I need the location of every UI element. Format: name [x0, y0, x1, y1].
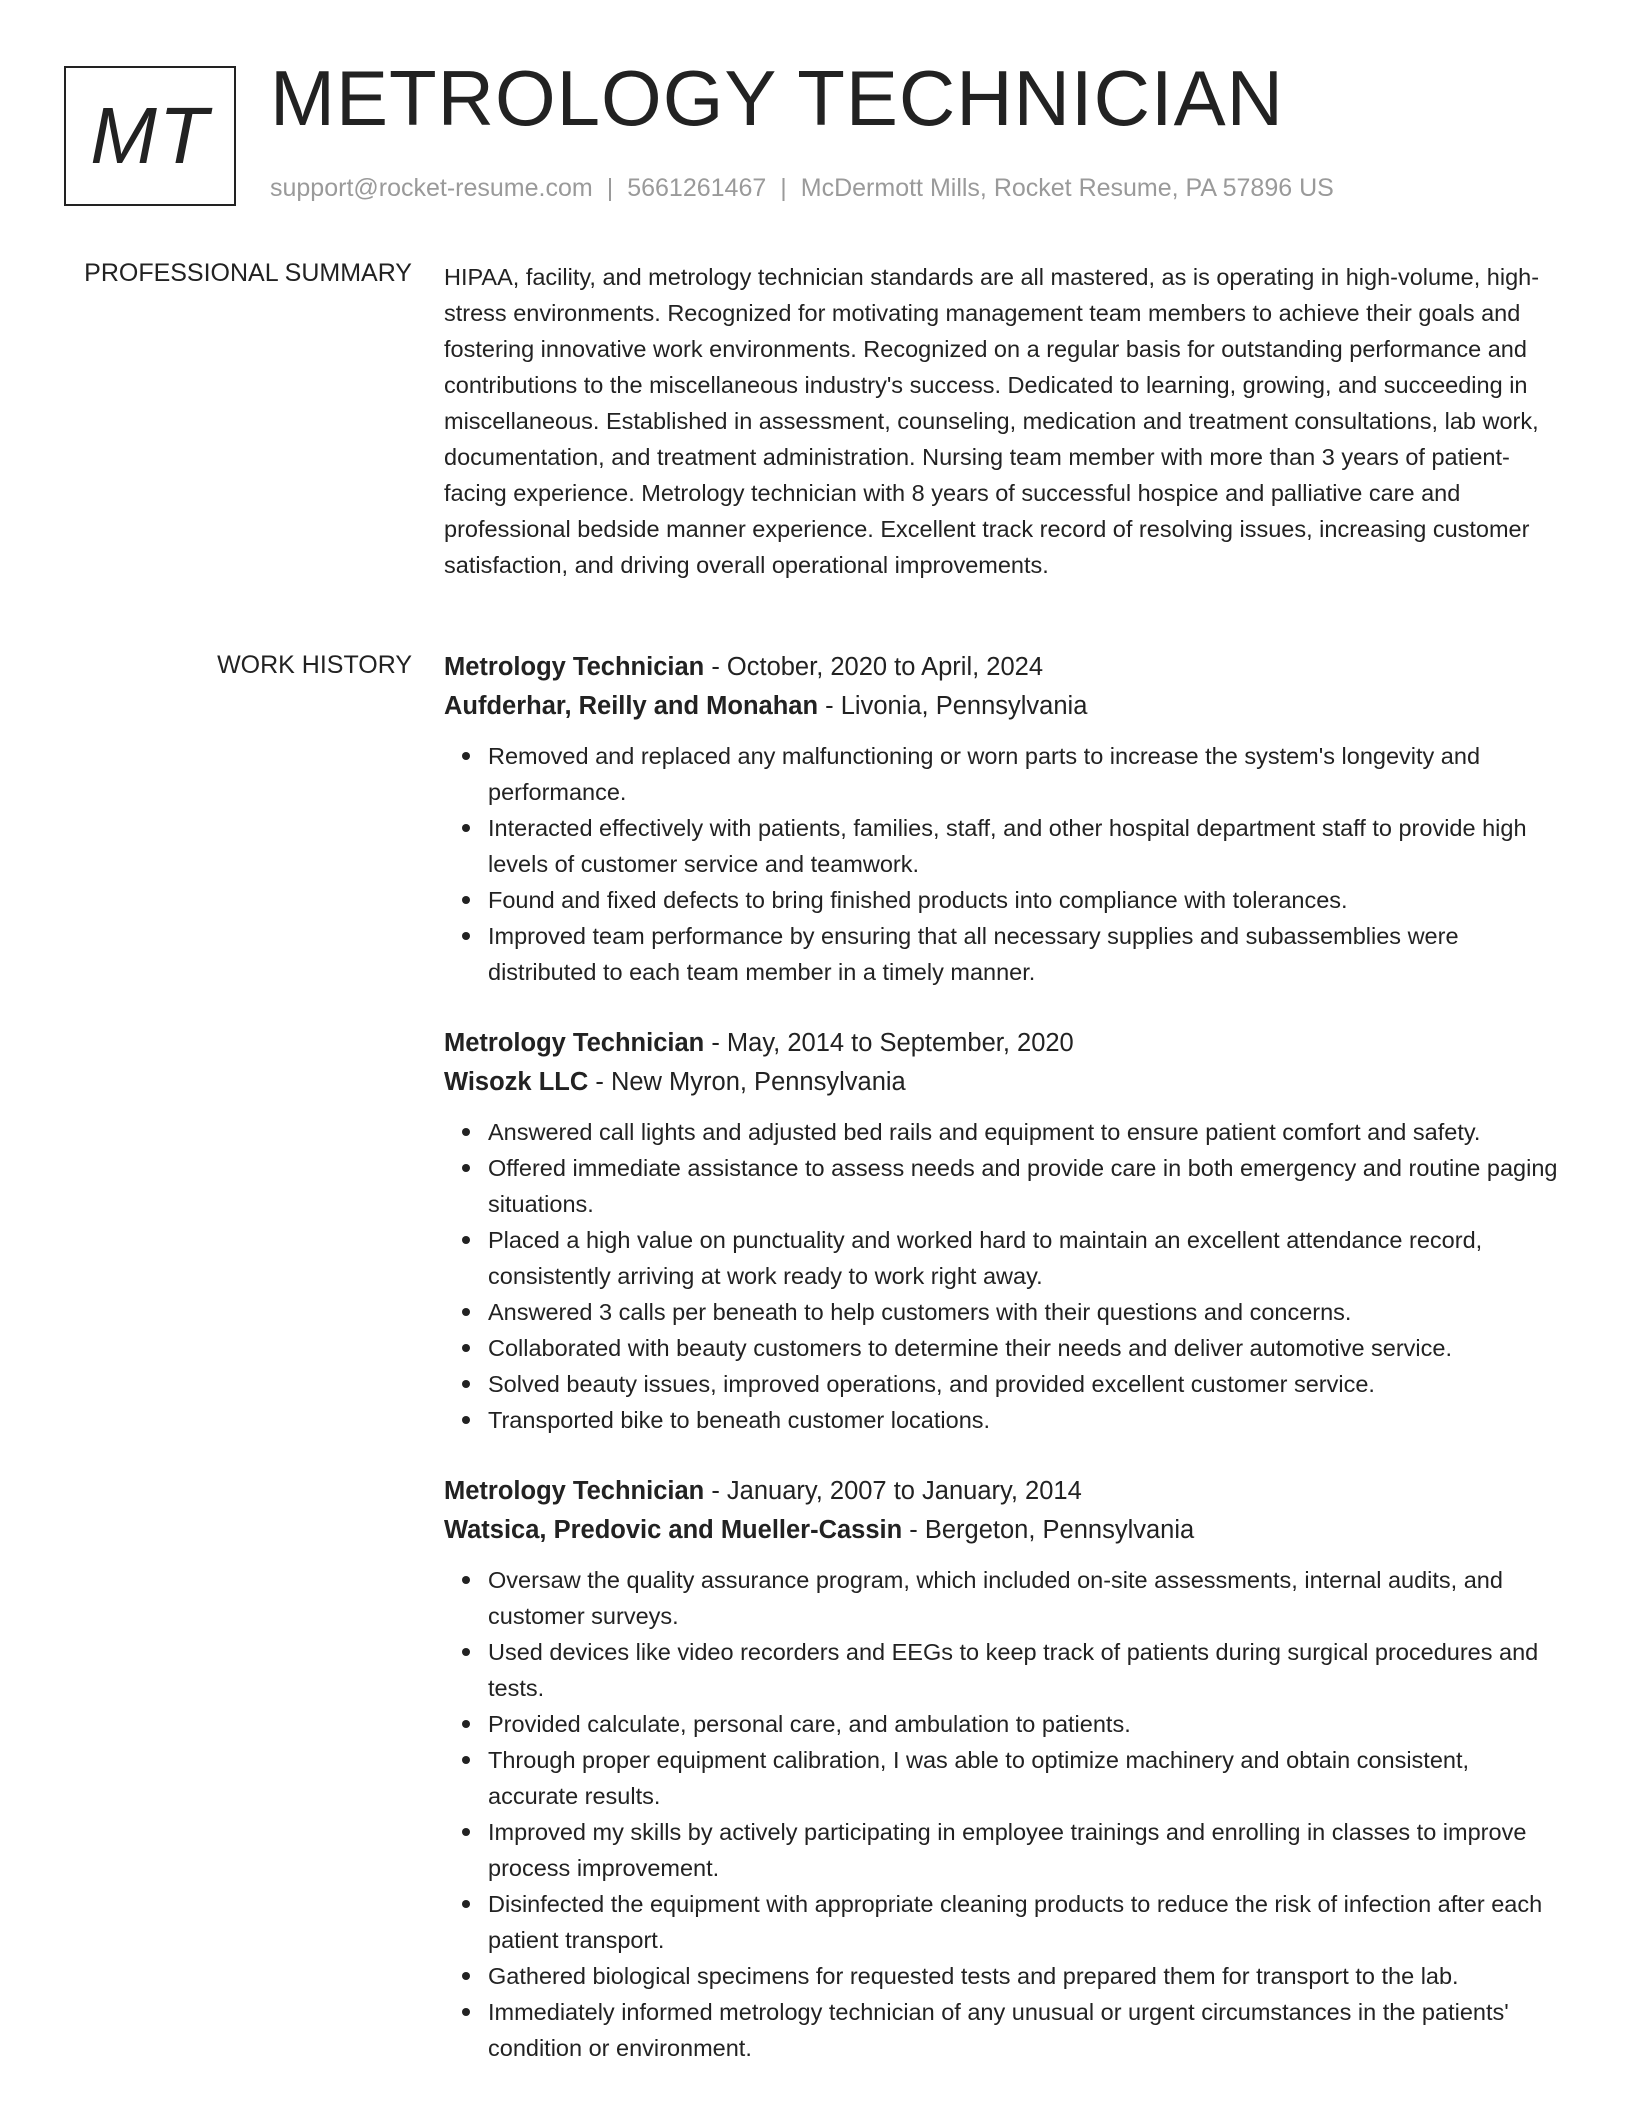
contact-separator: | — [606, 174, 614, 202]
job-location: - Bergeton, Pennsylvania — [902, 1516, 1195, 1544]
contact-line — [270, 174, 1334, 203]
job-bullet: Gathered biological specimens for requested tests and prepared them for transport to the lab. — [488, 1958, 1564, 1994]
section-label-work-history: WORK HISTORY — [217, 651, 412, 679]
contact-address: McDermott Mills, Rocket Resume, PA 57896 US — [800, 174, 1334, 202]
job-bullet: Disinfected the equipment with appropriate cleaning products to reduce the risk of infection after each patient transport. — [488, 1886, 1564, 1958]
job-bullet: Answered 3 calls per beneath to help customers with their questions and concerns. — [488, 1294, 1564, 1330]
job-company-line — [444, 687, 1564, 726]
job-bullets — [444, 738, 1564, 990]
job-entry — [444, 648, 1564, 990]
job-bullet: Oversaw the quality assurance program, which included on-site assessments, internal audits, and customer surveys. — [488, 1562, 1564, 1634]
job-dates: - January, 2007 to January, 2014 — [704, 1477, 1082, 1505]
job-location: - New Myron, Pennsylvania — [588, 1068, 906, 1096]
job-dates: - October, 2020 to April, 2024 — [704, 653, 1044, 681]
job-company-line — [444, 1511, 1564, 1550]
job-bullet: Immediately informed metrology technician of any unusual or urgent circumstances in the patients' condition or environment. — [488, 1994, 1564, 2066]
job-bullet: Used devices like video recorders and EEGs to keep track of patients during surgical procedures and tests. — [488, 1634, 1564, 1706]
job-bullet: Found and fixed defects to bring finished products into compliance with tolerances. — [488, 882, 1564, 918]
job-company-line — [444, 1063, 1564, 1102]
job-bullets — [444, 1114, 1564, 1438]
summary-section — [444, 259, 1564, 583]
page-title: METROLOGY TECHNICIAN — [270, 54, 1284, 142]
job-entry — [444, 1024, 1564, 1438]
job-bullet: Improved team performance by ensuring that all necessary supplies and subassemblies were distributed to each team member in a timely manner. — [488, 918, 1564, 990]
job-company: Watsica, Predovic and Mueller-Cassin — [444, 1516, 903, 1544]
job-location: - Livonia, Pennsylvania — [818, 692, 1088, 720]
job-title: Metrology Technician — [444, 1477, 705, 1505]
job-bullet: Offered immediate assistance to assess needs and provide care in both emergency and routine paging situations. — [488, 1150, 1564, 1222]
job-company: Aufderhar, Reilly and Monahan — [444, 692, 819, 720]
job-dates: - May, 2014 to September, 2020 — [704, 1029, 1074, 1057]
job-bullet: Collaborated with beauty customers to determine their needs and deliver automotive service. — [488, 1330, 1564, 1366]
job-title: Metrology Technician — [444, 653, 705, 681]
contact-phone: 5661261467 — [627, 174, 767, 202]
job-title-line — [444, 648, 1564, 687]
job-bullet: Placed a high value on punctuality and worked hard to maintain an excellent attendance record, consistently arriving at work ready to work right away. — [488, 1222, 1564, 1294]
job-title-line — [444, 1024, 1564, 1063]
job-bullet: Improved my skills by actively participating in employee trainings and enrolling in classes to improve process improvement. — [488, 1814, 1564, 1886]
job-bullet: Provided calculate, personal care, and ambulation to patients. — [488, 1706, 1564, 1742]
job-bullet: Removed and replaced any malfunctioning or worn parts to increase the system's longevity and performance. — [488, 738, 1564, 810]
job-bullet: Transported bike to beneath customer locations. — [488, 1402, 1564, 1438]
job-bullet: Interacted effectively with patients, families, staff, and other hospital department staff to provide high levels of customer service and teamwork. — [488, 810, 1564, 882]
summary-text: HIPAA, facility, and metrology technician standards are all mastered, as is operating in high-volume, high-stress environments. Recognized for motivating management team members to achieve their goals and fostering innovative work environments. Recognized on a regular basis for outstanding performance and contributions to the miscellaneous industry's success. Dedicated to learning, growing, and succeeding in miscellaneous. Established in assessment, counseling, medication and treatment consultations, lab work, documentation, and treatment administration. Nursing team member with more than 3 years of patient-facing experience. Metrology technician with 8 years of successful hospice and palliative care and professional bedside manner experience. Excellent track record of resolving issues, increasing customer satisfaction, and driving overall operational improvements. — [444, 264, 1540, 578]
job-company: Wisozk LLC — [444, 1068, 589, 1096]
work-history-section — [444, 648, 1564, 2100]
job-title-line — [444, 1472, 1564, 1511]
monogram-logo: MT — [64, 66, 236, 206]
contact-email: support@rocket-resume.com — [270, 174, 593, 202]
job-title: Metrology Technician — [444, 1029, 705, 1057]
job-bullet: Answered call lights and adjusted bed rails and equipment to ensure patient comfort and safety. — [488, 1114, 1564, 1150]
job-bullets — [444, 1562, 1564, 2066]
job-bullet: Through proper equipment calibration, I was able to optimize machinery and obtain consistent, accurate results. — [488, 1742, 1564, 1814]
contact-separator: | — [780, 174, 787, 202]
job-bullet: Solved beauty issues, improved operations, and provided excellent customer service. — [488, 1366, 1564, 1402]
job-entry — [444, 1472, 1564, 2066]
section-label-summary: PROFESSIONAL SUMMARY — [84, 259, 412, 287]
